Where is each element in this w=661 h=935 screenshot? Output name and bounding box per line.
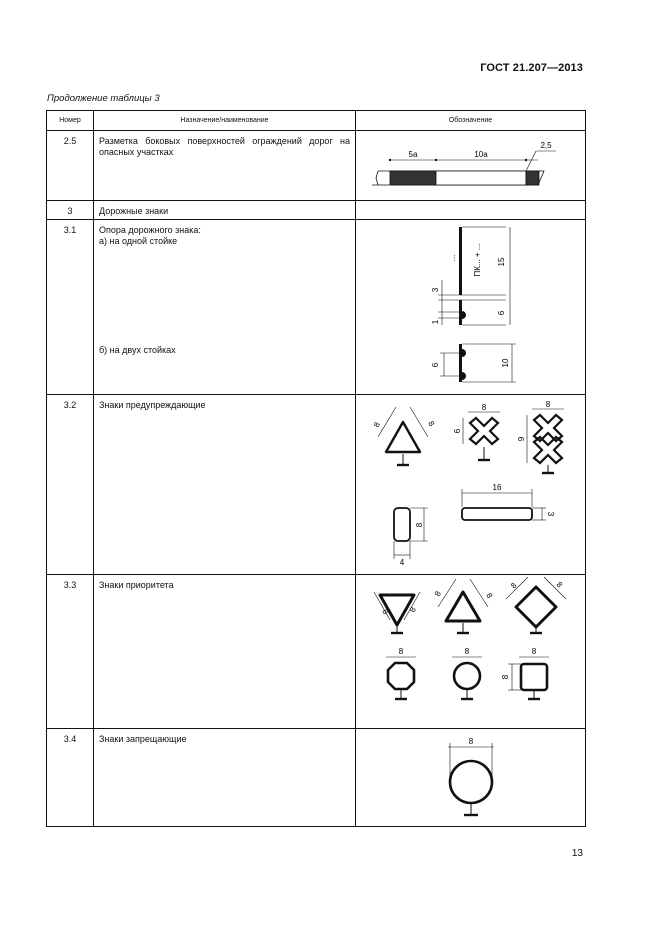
- sign-support-symbols: [356, 220, 586, 395]
- dim-15: 15: [497, 257, 506, 267]
- dim-x1-w: 8: [481, 403, 487, 412]
- dim-sq-h: 8: [501, 674, 510, 680]
- warning-sign-symbols: [356, 395, 586, 575]
- row-number: 3: [47, 201, 94, 220]
- dim-6: 6: [497, 310, 506, 316]
- document-standard-code: ГОСТ 21.207—2013: [480, 62, 583, 74]
- dim-rect-h: 3: [546, 511, 555, 517]
- header-symbol: Обозначение: [356, 111, 586, 131]
- dim-tall-h: 8: [415, 522, 424, 528]
- dim-3: 3: [431, 287, 440, 293]
- dim-tri-l: 8: [371, 420, 382, 429]
- dim-6b: 6: [431, 362, 440, 368]
- dim-1: 1: [431, 319, 440, 325]
- dim-rect-w: 16: [492, 483, 502, 492]
- row-name-single-post: а) на одной стойке: [99, 236, 178, 246]
- row-name: Знаки запрещающие: [94, 729, 356, 827]
- table-row: [47, 729, 586, 827]
- row-name: Знаки приоритета: [94, 575, 356, 729]
- dim-2-5: 2,5: [540, 141, 552, 150]
- row-number: 3.1: [47, 220, 94, 395]
- dim-d1: 8: [509, 580, 519, 591]
- table-row: [47, 575, 586, 729]
- dim-t2a: 8: [432, 589, 443, 598]
- dim-tri-r: 8: [426, 419, 437, 428]
- post-dots: ...: [448, 254, 457, 262]
- table-header-row: [47, 111, 586, 131]
- dim-oct: 8: [398, 647, 404, 656]
- dim-10a: 10a: [474, 150, 488, 159]
- dim-prohibit: 8: [468, 737, 474, 746]
- row-name-double-post: б) на двух стойках: [99, 345, 176, 355]
- dim-t2b: 8: [484, 591, 495, 600]
- row-number: 3.2: [47, 395, 94, 575]
- dim-10: 10: [501, 358, 510, 368]
- dim-x1-h: 6: [453, 428, 462, 434]
- row-number: 2.5: [47, 131, 94, 201]
- dim-d2: 8: [554, 580, 565, 590]
- dim-tall-w: 4: [399, 558, 405, 567]
- dim-circ: 8: [464, 647, 470, 656]
- prohibition-sign-symbols: [356, 729, 586, 827]
- table-row: [47, 395, 586, 575]
- table-row: [47, 220, 586, 395]
- table-row: [47, 201, 586, 220]
- priority-sign-symbols: [356, 575, 586, 729]
- dim-t1b: 8: [407, 605, 418, 614]
- guard-marking-symbol: [356, 131, 586, 201]
- dim-x2-h: 9: [517, 436, 526, 442]
- dim-x2-w: 8: [545, 400, 551, 409]
- dim-sq-w: 8: [531, 647, 537, 656]
- header-number: Номер: [47, 111, 94, 131]
- symbols-table: [46, 110, 586, 827]
- header-name: Назначение/наименование: [94, 111, 356, 131]
- dim-t1a: 8: [380, 607, 391, 616]
- row-number: 3.3: [47, 575, 94, 729]
- row-name: Дорожные знаки: [94, 201, 356, 220]
- table-row: [47, 131, 586, 201]
- post-label: ПК... + ...: [473, 243, 482, 277]
- dim-5a: 5a: [408, 150, 418, 159]
- row-name-title: Опора дорожного знака:: [99, 225, 201, 235]
- row-name: Разметка боковых поверхностей ограждений дорог на опасных участках: [94, 131, 356, 201]
- row-name: Знаки предупреждающие: [94, 395, 356, 575]
- table-caption: Продолжение таблицы 3: [47, 93, 160, 104]
- row-number: 3.4: [47, 729, 94, 827]
- page-number: 13: [571, 848, 583, 859]
